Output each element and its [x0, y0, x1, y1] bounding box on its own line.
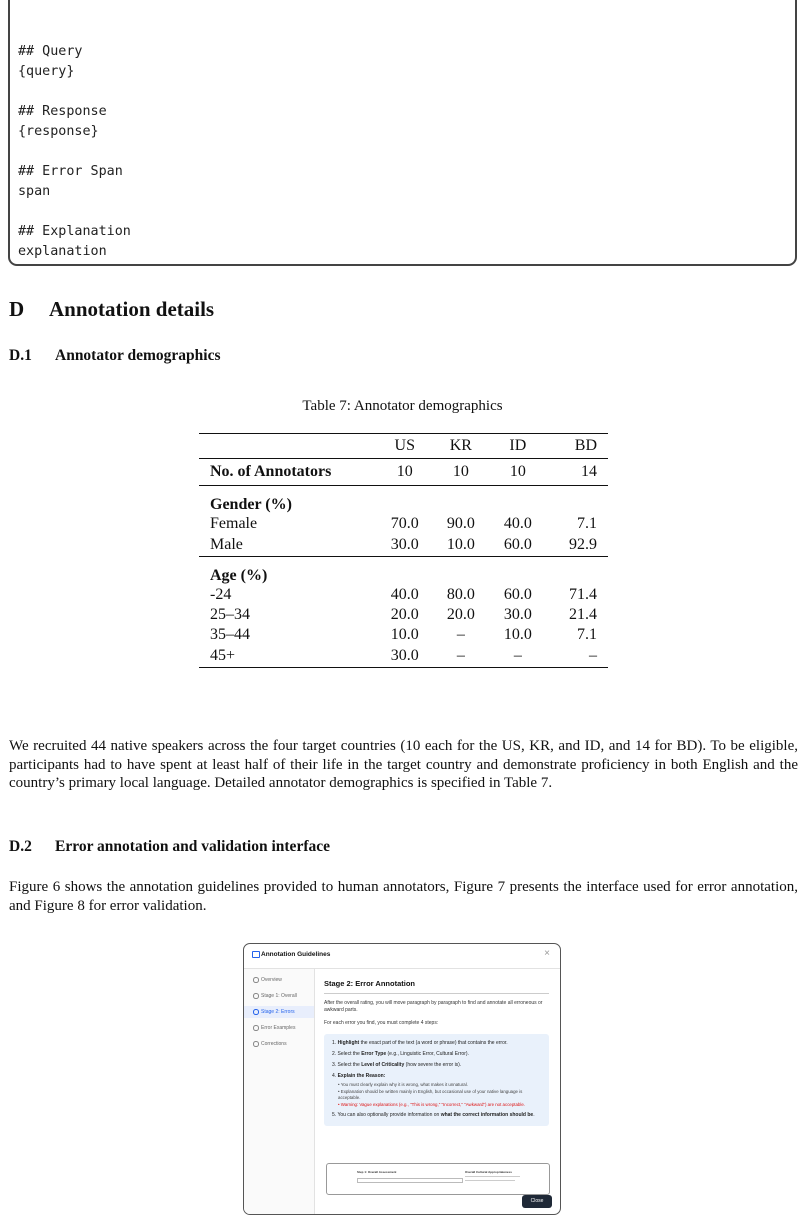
subsection-heading-demographics	[9, 347, 220, 365]
table-cell: 60.0	[503, 536, 532, 553]
sidebar-item-overview[interactable]	[244, 974, 314, 986]
table-caption: Table 7: Annotator demographics	[302, 398, 503, 414]
step-5	[332, 1112, 541, 1119]
sidebar-item-label: Error Examples	[261, 1024, 296, 1031]
table-group-heading	[199, 557, 608, 586]
table-cell: 20.0	[390, 606, 419, 623]
table-cell: –	[513, 647, 522, 664]
table-row	[199, 534, 608, 557]
body-paragraph-figures: Figure 6 shows the annotation guidelines provided to human annotators, Figure 7 presents the interface used for error annotation, and Figure 8 for error validation.	[9, 879, 798, 914]
col-header: KR	[449, 437, 472, 454]
example-text-line	[465, 1180, 515, 1181]
step-2-bold: Error Type	[361, 1051, 387, 1057]
table-cell: 30.0	[390, 647, 419, 664]
sidebar-item-label: Corrections	[261, 1040, 287, 1047]
row-label: Male	[210, 536, 243, 553]
clock-icon	[253, 993, 259, 999]
modal-title: Annotation Guidelines	[261, 951, 331, 958]
table-cell: 14	[581, 463, 597, 480]
table-cell: 80.0	[446, 586, 475, 603]
guidelines-sidebar	[244, 969, 315, 1215]
step-5-pre: 5. You can also optionally provide information on	[332, 1112, 441, 1118]
bullet-text: Warning: Vague explanations (e.g., "This is wrong," "Incorrect," "Awkward") are not acceptable.	[340, 1102, 526, 1107]
row-label: Female	[210, 515, 258, 532]
sidebar-item-stage2[interactable]	[244, 1006, 314, 1018]
row-label: -24	[210, 586, 232, 603]
check-icon	[253, 1041, 259, 1047]
prompt-template-box	[8, 0, 797, 266]
content-intro: After the overall rating, you will move paragraph by paragraph to find and annotate all erroneous or awkward parts.	[324, 1000, 543, 1013]
table-cell: 70.0	[390, 515, 419, 532]
table-cell: 10	[396, 463, 413, 480]
step-3-text: (how severe the error is).	[404, 1062, 462, 1068]
subsection-number: D.1	[9, 347, 32, 364]
col-header: US	[394, 437, 415, 454]
table-header-row	[199, 434, 608, 459]
table-cell: 10.0	[503, 626, 532, 643]
table-cell: 90.0	[446, 515, 475, 532]
section-heading	[9, 297, 214, 322]
example-left-title: Step 1: Overall Assessment	[357, 1170, 397, 1174]
group-heading-age: Age (%)	[210, 567, 268, 584]
step-3-bold: Level of Criticality	[361, 1062, 405, 1068]
step-4: 4. Explain the Reason:	[332, 1073, 386, 1079]
section-title: Annotation details	[49, 297, 215, 321]
table-cell: 10	[452, 463, 469, 480]
table-cell: 10.0	[390, 626, 419, 643]
example-text-line	[465, 1176, 520, 1177]
table-row	[199, 645, 608, 668]
table-row	[199, 514, 608, 534]
section-number: D	[9, 297, 25, 321]
sidebar-item-corrections[interactable]	[244, 1038, 314, 1050]
col-header: BD	[574, 437, 597, 454]
step-2-text: (e.g., Linguistic Error, Cultural Error).	[386, 1051, 469, 1057]
table-cell: 7.1	[577, 515, 597, 532]
subsection-heading-interface	[9, 838, 330, 856]
row-label: No. of Annotators	[210, 463, 332, 480]
bullet-1: • You must clearly explain why it is wrong, what makes it unnatural.	[338, 1082, 468, 1087]
table-cell: 40.0	[503, 515, 532, 532]
table-cell: 7.1	[577, 626, 597, 643]
demographics-table	[199, 433, 608, 668]
step-2	[332, 1051, 541, 1058]
step-5-bold: what the correct information should be	[440, 1112, 534, 1118]
group-heading-gender: Gender (%)	[210, 496, 292, 513]
step-1: 1. Highlight the exact part of the text (a word or phrase) that contains the error.	[332, 1040, 508, 1046]
table-cell: –	[456, 626, 465, 643]
table-cell: 71.4	[569, 586, 597, 603]
body-paragraph-recruitment: We recruited 44 native speakers across the four target countries (10 each for the US, KR, and ID, and 14 for BD). To be eligible, participants had to have spent at least half of their life in the target country and demonstrate proficiency in both English and the country’s primary local language. Detailed annotator demographics is specified in Table 7.	[9, 738, 798, 791]
subsection-title: Annotator demographics	[55, 347, 221, 364]
bullet-text: Explanation should be written mainly in English, but occasional use of your native language is acceptable.	[338, 1089, 523, 1100]
close-button[interactable]: Close	[522, 1195, 552, 1208]
guidelines-content	[324, 979, 549, 1126]
content-heading: Stage 2: Error Annotation	[324, 979, 549, 994]
target-icon	[253, 1009, 259, 1015]
table-cell: 10	[509, 463, 526, 480]
modal-header	[244, 944, 560, 969]
step-2-pre: 2. Select the	[332, 1051, 362, 1057]
example-input-bar	[357, 1178, 463, 1183]
sidebar-item-label: Stage 1: Overall	[261, 992, 297, 999]
bullet-text: You must clearly explain why it is wrong, what makes it unnatural.	[340, 1082, 468, 1087]
sidebar-item-stage1[interactable]	[244, 990, 314, 1002]
table-cell: 10.0	[446, 536, 475, 553]
subsection-title: Error annotation and validation interface	[55, 838, 330, 855]
info-icon	[253, 977, 259, 983]
steps-box	[324, 1034, 549, 1126]
table-row	[199, 459, 608, 486]
row-label: 25–34	[210, 606, 250, 623]
sidebar-item-error-examples[interactable]	[244, 1022, 314, 1034]
step-1-bold: Highlight	[337, 1040, 360, 1046]
sidebar-item-label: Overview	[261, 976, 282, 983]
bullet-2: • Explanation should be written mainly in English, but occasional use of your native language is acceptable.	[338, 1089, 523, 1100]
close-icon[interactable]: ×	[544, 948, 550, 959]
table-cell: 92.9	[569, 536, 597, 553]
example-right-title: Overall Cultural Appropriateness	[465, 1170, 512, 1174]
step-3	[332, 1062, 541, 1069]
example-screenshot	[326, 1163, 550, 1195]
row-label: 45+	[210, 647, 236, 664]
table-cell: 30.0	[390, 536, 419, 553]
step-5-end: .	[533, 1112, 535, 1118]
table-row	[199, 585, 608, 605]
table-cell: 30.0	[503, 606, 532, 623]
table-cell: 60.0	[503, 586, 532, 603]
table-cell: 40.0	[390, 586, 419, 603]
prompt-template-text: ## Query {query} ## Response {response} ## Error Span span ## Explanation explanation	[18, 44, 131, 259]
table-cell: 21.4	[569, 606, 597, 623]
table-cell: 20.0	[446, 606, 475, 623]
table-cell: –	[589, 647, 597, 664]
book-icon	[252, 951, 260, 958]
sidebar-item-label: Stage 2: Errors	[261, 1008, 295, 1015]
step-1-text: the exact part of the text (a word or phrase) that contains the error.	[359, 1040, 508, 1046]
table-row	[199, 625, 608, 645]
bullet-warning: • Warning: Vague explanations (e.g., "This is wrong," "Incorrect," "Awkward") are not acceptable.	[338, 1102, 526, 1107]
list-icon	[253, 1025, 259, 1031]
col-header: ID	[509, 437, 527, 454]
steps-intro: For each error you find, you must complete 4 steps:	[324, 1020, 439, 1026]
table-cell: –	[456, 647, 465, 664]
step-4-bold: Explain the Reason:	[337, 1073, 386, 1079]
subsection-number: D.2	[9, 838, 32, 855]
table-group-heading	[199, 486, 608, 515]
row-label: 35–44	[210, 626, 250, 643]
annotation-guidelines-figure	[243, 943, 561, 1215]
step-3-pre: 3. Select the	[332, 1062, 362, 1068]
table-row	[199, 605, 608, 625]
